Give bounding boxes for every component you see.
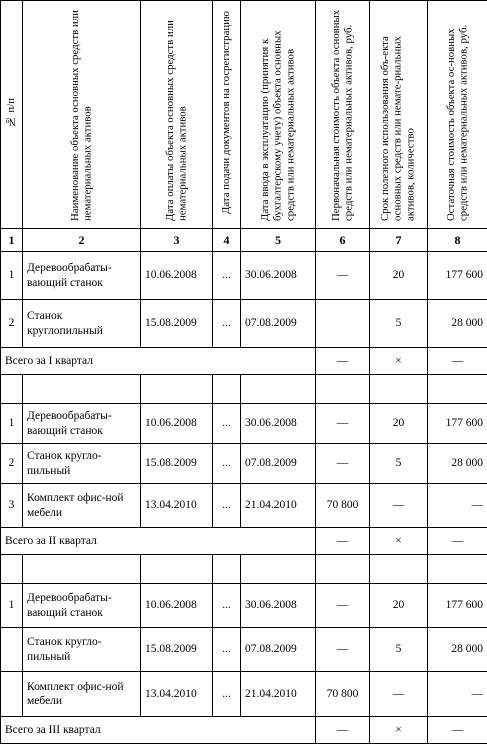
row-number (1, 672, 23, 717)
asset-name: Деревообрабаты-вающий станок (23, 404, 141, 444)
row-number: 1 (1, 584, 23, 628)
table-row (1, 300, 487, 348)
empty-cell (141, 555, 213, 584)
registration-date: ... (213, 404, 241, 444)
header-col-3 (141, 1, 213, 229)
quarter-total-label: Всего за II квартал (1, 528, 316, 555)
empty-cell (241, 555, 316, 584)
useful-life: 20 (370, 252, 428, 300)
row-number: 2 (1, 444, 23, 484)
asset-name: Деревообрабаты-вающий станок (23, 584, 141, 628)
asset-name: Станок кругло-пильный (23, 444, 141, 484)
total-residual-value: — (428, 348, 487, 375)
initial-cost: — (316, 444, 370, 484)
useful-life: 5 (370, 444, 428, 484)
commissioning-date: 30.06.2008 (241, 584, 316, 628)
commissioning-date: 21.04.2010 (241, 672, 316, 717)
residual-value: 28 000 (428, 628, 487, 672)
quarter-total-label: Всего за I квартал (1, 348, 316, 375)
quarter-2-section (1, 375, 487, 555)
payment-date: 10.06.2008 (141, 252, 213, 300)
column-number: 3 (141, 229, 213, 252)
column-number: 8 (428, 229, 487, 252)
column-number: 5 (241, 229, 316, 252)
header-row (1, 1, 487, 229)
commissioning-date: 07.08.2009 (241, 628, 316, 672)
registration-date: ... (213, 628, 241, 672)
empty-cell (23, 555, 141, 584)
payment-date: 15.08.2009 (141, 628, 213, 672)
quarter-3-section (1, 555, 487, 744)
header-text: Срок полезного использования объ-екта основных средств или немате-риальных активов, количество (379, 3, 417, 221)
column-number: 6 (316, 229, 370, 252)
residual-value: 28 000 (428, 300, 487, 348)
commissioning-date: 07.08.2009 (241, 300, 316, 348)
total-initial-cost: — (316, 717, 370, 744)
header-text: Остаточная стоимость объекта ос-новных средств или нематериальных активов, руб. (445, 3, 470, 221)
empty-cell (428, 375, 487, 404)
table-row (1, 404, 487, 444)
table-row (1, 484, 487, 528)
registration-date: ... (213, 444, 241, 484)
total-residual-value: — (428, 717, 487, 744)
registration-date: ... (213, 672, 241, 717)
column-number: 1 (1, 229, 23, 252)
quarter-total-row (1, 717, 487, 744)
header-text: Первоначальная стоимость объекта основных средств или нематериальных активов, руб. (330, 3, 355, 221)
header-text: № п/п (5, 98, 18, 127)
empty-cell (316, 375, 370, 404)
commissioning-date: 30.06.2008 (241, 404, 316, 444)
quarter-total-row (1, 528, 487, 555)
table-row (1, 628, 487, 672)
payment-date: 15.08.2009 (141, 444, 213, 484)
asset-name: Комплект офис-ной мебели (23, 672, 141, 717)
column-number: 4 (213, 229, 241, 252)
initial-cost: — (316, 628, 370, 672)
payment-date: 10.06.2008 (141, 584, 213, 628)
row-number: 3 (1, 484, 23, 528)
spacer-row (1, 555, 487, 584)
empty-cell (428, 555, 487, 584)
residual-value: 177 600 (428, 404, 487, 444)
column-number: 7 (370, 229, 428, 252)
registration-date: ... (213, 484, 241, 528)
initial-cost: 70 800 (316, 672, 370, 717)
total-useful-life: × (370, 528, 428, 555)
empty-cell (1, 555, 23, 584)
useful-life: — (370, 484, 428, 528)
header-col-1 (1, 1, 23, 229)
initial-cost: — (316, 404, 370, 444)
header-text: Дата оплаты объекта основных средств или нематериальных активов (164, 3, 189, 221)
commissioning-date: 21.04.2010 (241, 484, 316, 528)
initial-cost: — (316, 584, 370, 628)
quarter-total-row (1, 348, 487, 375)
useful-life: 20 (370, 404, 428, 444)
empty-cell (213, 555, 241, 584)
header-col-7 (370, 1, 428, 229)
commissioning-date: 30.06.2008 (241, 252, 316, 300)
header-text: Дата подачи документов на госрегистрацию (220, 11, 233, 214)
spacer-row (1, 375, 487, 404)
registration-date: ... (213, 300, 241, 348)
table-row (1, 444, 487, 484)
residual-value: 28 000 (428, 444, 487, 484)
quarter-total-label: Всего за III квартал (1, 717, 316, 744)
empty-cell (1, 375, 23, 404)
table-row (1, 584, 487, 628)
header-col-8 (428, 1, 487, 229)
empty-cell (23, 375, 141, 404)
total-initial-cost: — (316, 528, 370, 555)
residual-value: 177 600 (428, 584, 487, 628)
registration-date: ... (213, 584, 241, 628)
header-col-4 (213, 1, 241, 229)
residual-value: — (428, 672, 487, 717)
useful-life: 5 (370, 300, 428, 348)
payment-date: 13.04.2010 (141, 672, 213, 717)
asset-name: Комплект офис-ной мебели (23, 484, 141, 528)
useful-life: — (370, 672, 428, 717)
empty-cell (370, 555, 428, 584)
useful-life: 5 (370, 628, 428, 672)
useful-life: 20 (370, 584, 428, 628)
registration-date: ... (213, 252, 241, 300)
total-useful-life: × (370, 348, 428, 375)
asset-name: Деревообрабаты-вающий станок (23, 252, 141, 300)
residual-value: 177 600 (428, 252, 487, 300)
total-useful-life: × (370, 717, 428, 744)
commissioning-date: 07.08.2009 (241, 444, 316, 484)
row-number (1, 628, 23, 672)
table-row (1, 252, 487, 300)
column-number-row (1, 229, 487, 252)
row-number: 1 (1, 252, 23, 300)
header-col-6 (316, 1, 370, 229)
empty-cell (141, 375, 213, 404)
empty-cell (316, 555, 370, 584)
payment-date: 10.06.2008 (141, 404, 213, 444)
payment-date: 13.04.2010 (141, 484, 213, 528)
empty-cell (241, 375, 316, 404)
total-initial-cost: — (316, 348, 370, 375)
table-row (1, 672, 487, 717)
initial-cost: 70 800 (316, 484, 370, 528)
header-text: Наименование объекта основных средств или нематериальных активов (69, 3, 94, 221)
column-number: 2 (23, 229, 141, 252)
header-col-2 (23, 1, 141, 229)
initial-cost (316, 300, 370, 348)
quarter-1-section (1, 252, 487, 375)
empty-cell (370, 375, 428, 404)
asset-name: Станок кругло-пильный (23, 628, 141, 672)
payment-date: 15.08.2009 (141, 300, 213, 348)
residual-value: — (428, 484, 487, 528)
header-col-5 (241, 1, 316, 229)
asset-name: Станок круглопильный (23, 300, 141, 348)
empty-cell (213, 375, 241, 404)
header-text: Дата ввода в эксплуатацию (принятия к бухгалтерскому учету) объекта основных средств или нематериальных активов (259, 3, 297, 221)
initial-cost: — (316, 252, 370, 300)
total-residual-value: — (428, 528, 487, 555)
row-number: 1 (1, 404, 23, 444)
row-number: 2 (1, 300, 23, 348)
